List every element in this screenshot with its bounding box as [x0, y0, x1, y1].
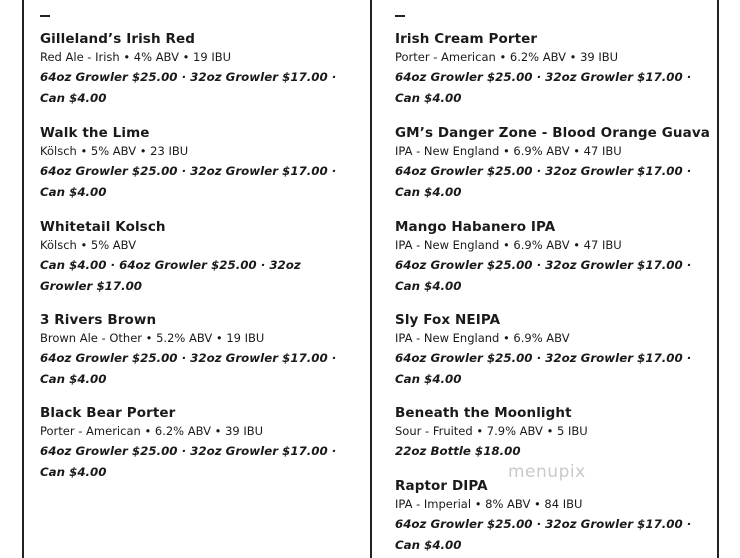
right-border [717, 0, 719, 558]
beer-name: Black Bear Porter [40, 405, 176, 421]
menu-item [40, 124, 355, 203]
beer-price: Can $4.00 · 64oz Growler $25.00 · 32oz Growler $17.00 [40, 258, 301, 293]
menu-item [40, 30, 355, 109]
beer-name: 3 Rivers Brown [40, 312, 157, 328]
menu-item [395, 30, 707, 109]
beer-style: Kölsch • 5% ABV [40, 238, 137, 252]
beer-style: Porter - American • 6.2% ABV • 39 IBU [395, 50, 619, 64]
beer-style: IPA - New England • 6.9% ABV • 47 IBU [395, 144, 622, 158]
beer-name: Irish Cream Porter [395, 31, 538, 47]
beer-name: Sly Fox NEIPA [395, 312, 501, 328]
beer-style: Brown Ale - Other • 5.2% ABV • 19 IBU [40, 331, 265, 345]
menu-item [40, 311, 355, 390]
menu-item [40, 218, 355, 297]
menu-item [395, 477, 707, 556]
beer-price: 64oz Growler $25.00 · 32oz Growler $17.00 · Can $4.00 [395, 70, 692, 105]
watermark: menupix [508, 462, 586, 482]
beer-name: Whitetail Kolsch [40, 219, 166, 235]
beer-style: IPA - Imperial • 8% ABV • 84 IBU [395, 497, 583, 511]
beer-style: Porter - American • 6.2% ABV • 39 IBU [40, 424, 264, 438]
left-border [22, 0, 24, 558]
beer-price: 22oz Bottle $18.00 [395, 444, 521, 458]
menu-item [40, 404, 355, 483]
beer-price: 64oz Growler $25.00 · 32oz Growler $17.00 · Can $4.00 [395, 258, 692, 293]
left-section-dash [40, 15, 50, 17]
beer-name: Walk the Lime [40, 125, 150, 141]
beer-name: Gilleland’s Irish Red [40, 31, 195, 47]
beer-price: 64oz Growler $25.00 · 32oz Growler $17.00 · Can $4.00 [395, 517, 692, 552]
beer-price: 64oz Growler $25.00 · 32oz Growler $17.00 · Can $4.00 [395, 164, 692, 199]
beer-style: IPA - New England • 6.9% ABV • 47 IBU [395, 238, 622, 252]
beer-price: 64oz Growler $25.00 · 32oz Growler $17.00 · Can $4.00 [40, 351, 337, 386]
beer-price: 64oz Growler $25.00 · 32oz Growler $17.00 · Can $4.00 [395, 351, 692, 386]
beer-style: IPA - New England • 6.9% ABV [395, 331, 570, 345]
menu-item [395, 311, 707, 390]
beer-price: 64oz Growler $25.00 · 32oz Growler $17.00 · Can $4.00 [40, 444, 337, 479]
beer-style: Sour - Fruited • 7.9% ABV • 5 IBU [395, 424, 588, 438]
beer-name: Raptor DIPA [395, 478, 488, 494]
beer-name: GM’s Danger Zone - Blood Orange Guava [395, 125, 710, 141]
right-section-dash [395, 15, 405, 17]
beer-style: Red Ale - Irish • 4% ABV • 19 IBU [40, 50, 232, 64]
center-divider [370, 0, 372, 558]
beer-name: Mango Habanero IPA [395, 219, 556, 235]
menu-item [395, 124, 710, 203]
beer-style: Kölsch • 5% ABV • 23 IBU [40, 144, 189, 158]
beer-price: 64oz Growler $25.00 · 32oz Growler $17.00 · Can $4.00 [40, 164, 337, 199]
menu-item [395, 404, 707, 462]
beer-name: Beneath the Moonlight [395, 405, 572, 421]
menu-item [395, 218, 707, 297]
beer-price: 64oz Growler $25.00 · 32oz Growler $17.00 · Can $4.00 [40, 70, 337, 105]
